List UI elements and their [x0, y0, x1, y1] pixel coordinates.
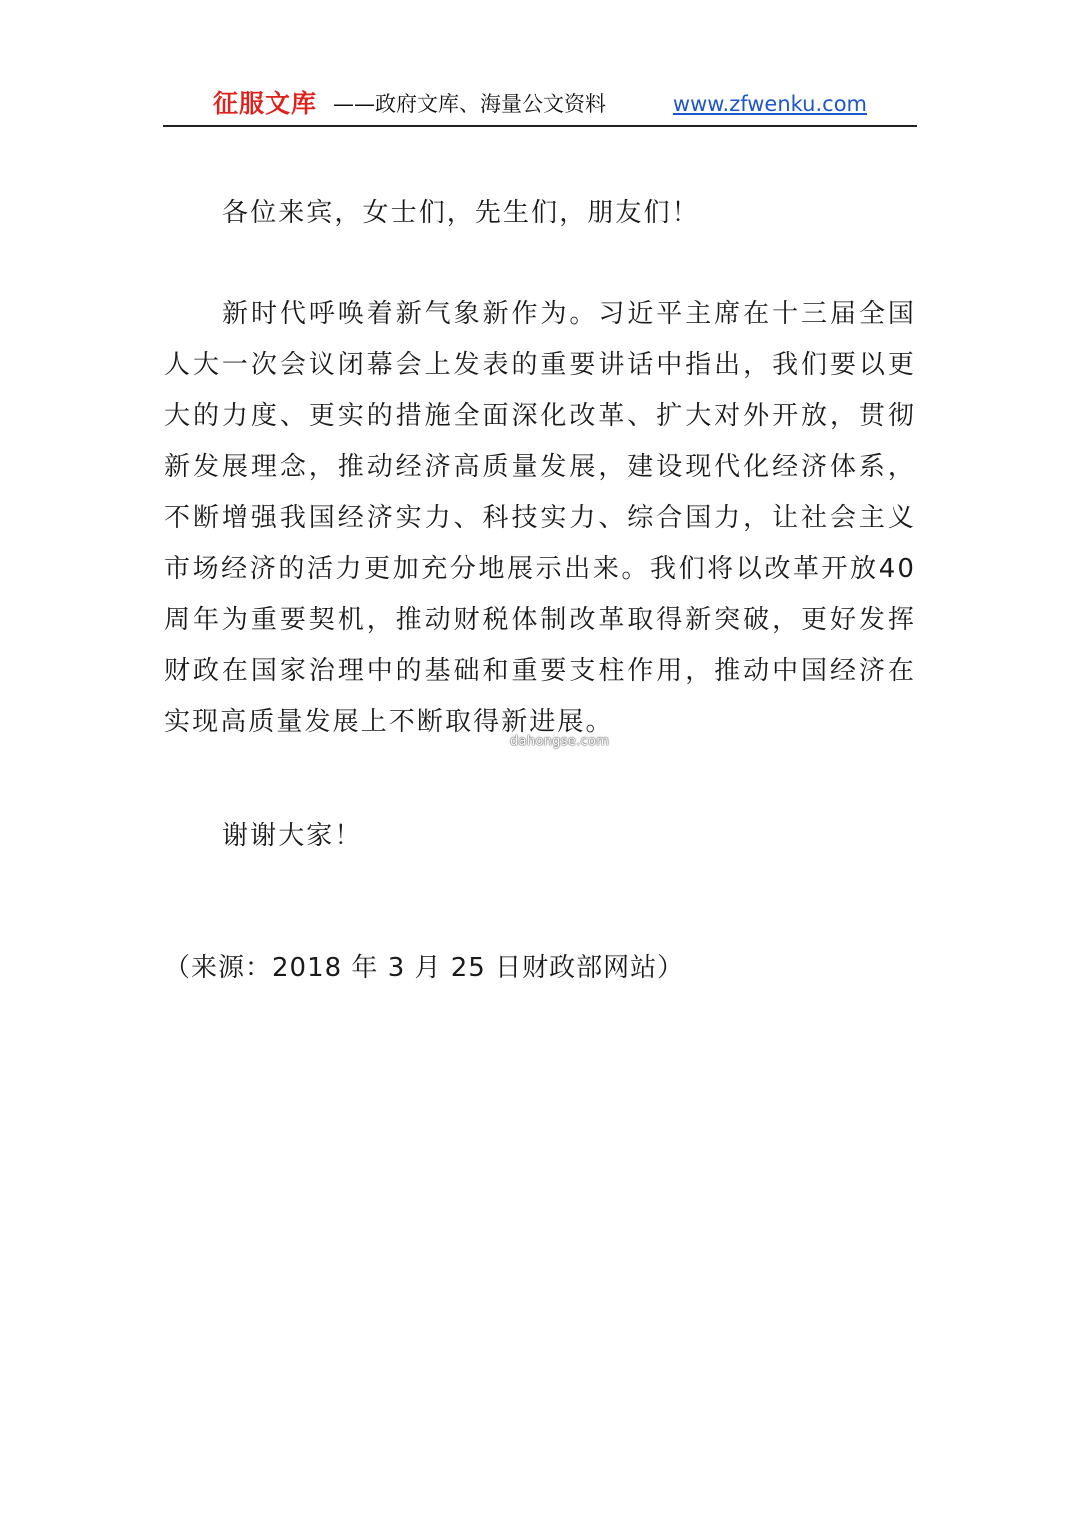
document-body	[164, 188, 916, 994]
thanks-paragraph: 谢谢大家！	[222, 821, 363, 851]
watermark-text: dahongse.com	[510, 734, 610, 749]
brand-logo-text: 征服文库	[213, 89, 318, 118]
page-header	[163, 84, 917, 126]
greeting-paragraph: 各位来宾，女士们，先生们，朋友们！	[222, 198, 700, 228]
header-tagline: ——政府文库、海量公文资料	[333, 92, 606, 116]
header-divider	[163, 125, 917, 127]
speech-paragraph: 新时代呼唤着新气象新作为。习近平主席在十三届全国人大一次会议闭幕会上发表的重要讲话中指出，我们要以更大的力度、更实的措施全面深化改革、扩大对外开放，贯彻新发展理念，推动经济高质量发展，建设现代化经济体系，不断增强我国经济实力、科技实力、综合国力，让社会主义市场经济的活力更加充分地展示出来。我们将以改革开放40周年为重要契机，推动财税体制改革取得新突破，更好发挥财政在国家治理中的基础和重要支柱作用，推动中国经济在实现高质量发展上不断取得新进展。	[164, 299, 916, 737]
source-note: （来源：2018 年 3 月 25 日财政部网站）	[164, 953, 685, 983]
site-link[interactable]: www.zfwenku.com	[672, 92, 867, 116]
